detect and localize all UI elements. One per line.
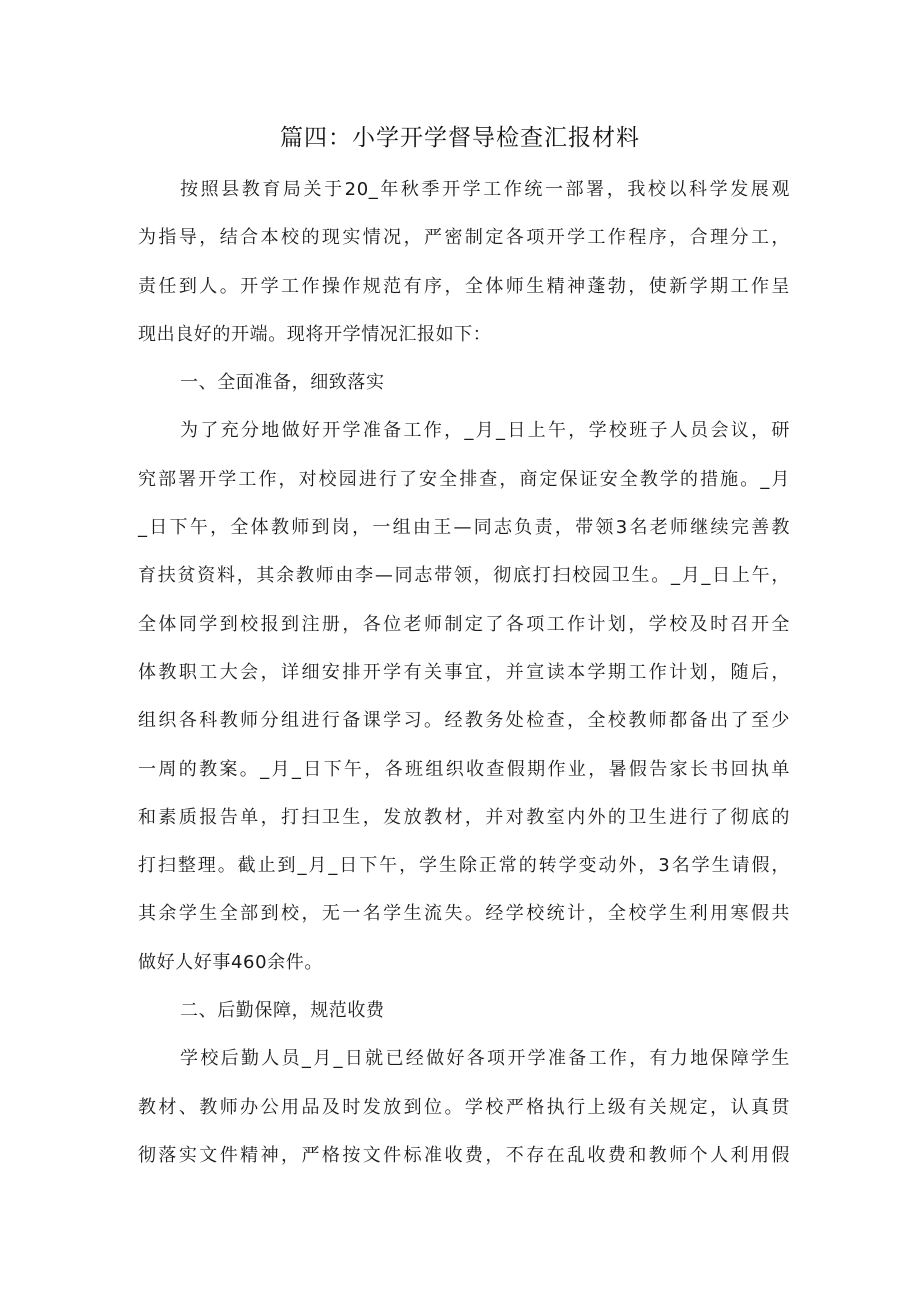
text-line: 二、后勤保障，规范收费 <box>180 1000 385 1022</box>
text-line: 教材、教师办公用品及时发放到位。学校严格执行上级有关规定，认真贯 <box>138 1096 790 1118</box>
text-line: 做好人好事460余件。 <box>138 951 323 973</box>
text-line: 组织各科教师分组进行备课学习。经教务处检查，全校教师都备出了至少 <box>138 710 790 732</box>
text-line: 责任到人。开学工作操作规范有序，全体师生精神蓬勃，使新学期工作呈 <box>138 275 790 297</box>
text-line: 其余学生全部到校，无一名学生流失。经学校统计，全校学生利用寒假共 <box>138 903 790 925</box>
text-line: 按照县教育局关于20_年秋季开学工作统一部署，我校以科学发展观 <box>180 179 790 200</box>
text-line: 育扶贫资料，其余教师由李—同志带领，彻底打扫校园卫生。_月_日上午， <box>138 565 790 587</box>
text-line: _日下午，全体教师到岗，一组由王—同志负责，带领3名老师继续完善教 <box>138 517 790 539</box>
document-title: 篇四：小学开学督导检查汇报材料 <box>280 125 640 151</box>
text-line: 彻落实文件精神，严格按文件标准收费，不存在乱收费和教师个人利用假 <box>138 1144 790 1166</box>
text-line: 为了充分地做好开学准备工作，_月_日上午，学校班子人员会议，研 <box>180 420 790 442</box>
text-line: 全体同学到校报到注册，各位老师制定了各项工作计划，学校及时召开全 <box>138 613 790 635</box>
text-line: 体教职工大会，详细安排开学有关事宜，并宣读本学期工作计划，随后， <box>138 661 790 683</box>
text-line: 一周的教案。_月_日下午，各班组织收查假期作业，暑假告家长书回执单 <box>138 758 790 780</box>
text-line: 为指导，结合本校的现实情况，严密制定各项开学工作程序，合理分工， <box>138 227 790 249</box>
text-line: 究部署开学工作，对校园进行了安全排查，商定保证安全教学的措施。_月 <box>138 468 790 490</box>
document-body <box>138 166 790 1180</box>
text-line: 现出良好的开端。现将开学情况汇报如下： <box>138 323 492 345</box>
text-line: 一、全面准备，细致落实 <box>180 372 385 394</box>
text-line: 打扫整理。截止到_月_日下午，学生除正常的转学变动外，3名学生请假， <box>138 855 790 877</box>
text-line: 和素质报告单，打扫卫生，发放教材，并对教室内外的卫生进行了彻底的 <box>138 806 790 828</box>
text-line: 学校后勤人员_月_日就已经做好各项开学准备工作，有力地保障学生 <box>180 1048 790 1070</box>
